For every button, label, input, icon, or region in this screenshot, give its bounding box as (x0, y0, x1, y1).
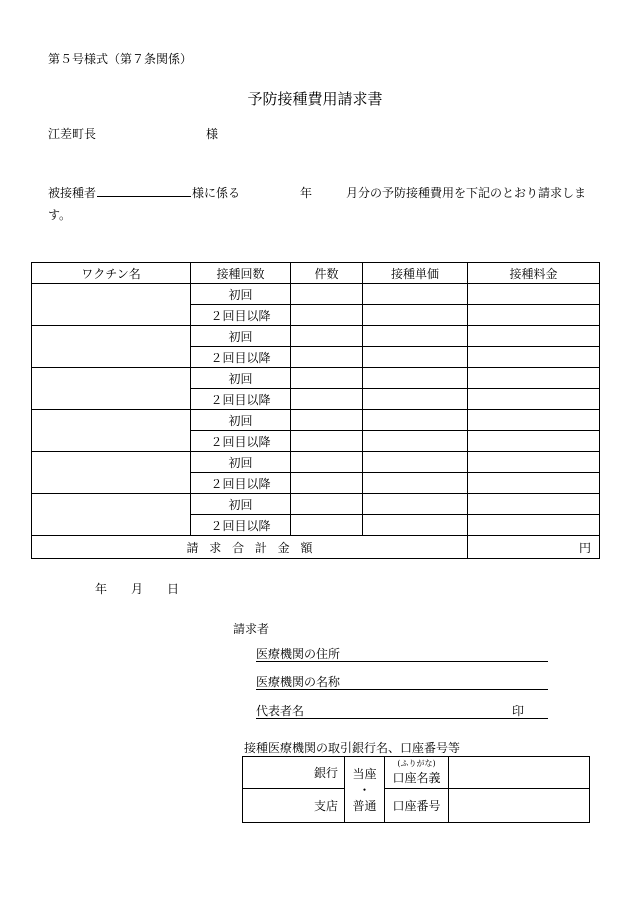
total-amount-cell[interactable]: 円 (468, 536, 600, 559)
fee-cell[interactable] (468, 473, 600, 494)
vaccine-name-cell[interactable] (32, 494, 191, 536)
count-cell[interactable] (291, 284, 363, 305)
dose-first-cell: 初回 (191, 368, 291, 389)
dose-first-cell: 初回 (191, 410, 291, 431)
vaccine-name-cell[interactable] (32, 326, 191, 368)
statement-suffix: 様に係る (192, 186, 241, 200)
count-cell[interactable] (291, 431, 363, 452)
account-name-label: 口座名義 (392, 771, 441, 785)
col-header-fee: 接種料金 (468, 263, 600, 284)
vaccinee-name-field[interactable] (97, 185, 191, 197)
branch-name-cell[interactable] (243, 789, 345, 823)
dose-second-cell: ２回目以降 (191, 305, 291, 326)
fee-cell[interactable] (468, 326, 600, 347)
fee-cell[interactable] (468, 347, 600, 368)
dose-second-cell: ２回目以降 (191, 515, 291, 536)
table-row (32, 326, 600, 347)
current-account-label: 当座 (352, 766, 377, 781)
unit-price-cell[interactable] (363, 326, 468, 347)
dose-first-cell: 初回 (191, 452, 291, 473)
account-number-label: 口座番号 (392, 799, 441, 813)
unit-price-cell[interactable] (363, 452, 468, 473)
dose-second-cell: ２回目以降 (191, 473, 291, 494)
fee-cell[interactable] (468, 305, 600, 326)
total-label: 請求合計金額 (32, 536, 468, 559)
vaccine-name-cell[interactable] (32, 410, 191, 452)
unit-price-cell[interactable] (363, 347, 468, 368)
institution-address-label: 医療機関の住所 (256, 647, 341, 661)
statement-month: 月分の予防接種費用を下記のとおり請求しま (346, 186, 587, 200)
document-title: 予防接種費用請求書 (247, 90, 383, 108)
account-name-input[interactable] (449, 757, 590, 789)
unit-price-cell[interactable] (363, 368, 468, 389)
request-statement (48, 184, 586, 201)
bank-account-table (242, 756, 590, 823)
branch-row (243, 789, 590, 823)
bank-row (243, 757, 590, 789)
count-cell[interactable] (291, 305, 363, 326)
dose-second-cell: ２回目以降 (191, 431, 291, 452)
account-name-label-cell (385, 757, 449, 789)
col-header-dose: 接種回数 (191, 263, 291, 284)
dose-first-cell: 初回 (191, 494, 291, 515)
fee-cell[interactable] (468, 368, 600, 389)
table-row (32, 284, 600, 305)
vaccination-fee-table (31, 262, 600, 559)
table-header-row (32, 263, 600, 284)
vaccinee-label: 被接種者 (48, 186, 97, 200)
addressee: 江差町長 (48, 127, 97, 141)
dose-second-cell: ２回目以降 (191, 347, 291, 368)
unit-price-cell[interactable] (363, 410, 468, 431)
seal-mark: 印 (511, 704, 524, 718)
account-number-label-cell (385, 789, 449, 823)
form-number: 第５号様式（第７条関係） (48, 52, 193, 66)
unit-price-cell[interactable] (363, 284, 468, 305)
col-header-count: 件数 (291, 263, 363, 284)
request-statement-end: す。 (48, 208, 72, 222)
fee-cell[interactable] (468, 515, 600, 536)
table-row (32, 452, 600, 473)
account-type-separator: ・ (358, 782, 371, 797)
savings-account-label: 普通 (352, 798, 377, 813)
count-cell[interactable] (291, 368, 363, 389)
requester-label: 請求者 (233, 622, 270, 636)
fee-cell[interactable] (468, 410, 600, 431)
statement-year: 年 (300, 186, 313, 200)
table-row (32, 368, 600, 389)
date-year: 年 (95, 582, 108, 596)
account-number-input[interactable] (449, 789, 590, 823)
unit-price-cell[interactable] (363, 473, 468, 494)
col-header-vaccine: ワクチン名 (32, 263, 191, 284)
bank-name-cell[interactable] (243, 757, 345, 789)
branch-label: 支店 (313, 799, 338, 813)
count-cell[interactable] (291, 347, 363, 368)
table-row (32, 410, 600, 431)
representative-field[interactable] (256, 702, 548, 719)
vaccine-name-cell[interactable] (32, 284, 191, 326)
institution-address-field[interactable] (256, 645, 548, 662)
bank-caption: 接種医療機関の取引銀行名、口座番号等 (244, 741, 461, 755)
table-row (32, 494, 600, 515)
representative-label: 代表者名 (256, 704, 305, 718)
count-cell[interactable] (291, 326, 363, 347)
institution-name-label: 医療機関の名称 (256, 675, 341, 689)
date-day: 日 (167, 582, 180, 596)
count-cell[interactable] (291, 515, 363, 536)
account-type-cell[interactable] (345, 757, 385, 823)
vaccine-name-cell[interactable] (32, 368, 191, 410)
furigana-label: (ふりがな) (397, 759, 436, 768)
fee-cell[interactable] (468, 494, 600, 515)
count-cell[interactable] (291, 473, 363, 494)
addressee-honorific: 様 (206, 127, 219, 141)
count-cell[interactable] (291, 452, 363, 473)
fee-cell[interactable] (468, 452, 600, 473)
unit-price-cell[interactable] (363, 515, 468, 536)
date-field (95, 580, 179, 597)
count-cell[interactable] (291, 389, 363, 410)
unit-price-cell[interactable] (363, 494, 468, 515)
bank-label: 銀行 (313, 766, 338, 780)
count-cell[interactable] (291, 494, 363, 515)
fee-cell[interactable] (468, 284, 600, 305)
unit-price-cell[interactable] (363, 431, 468, 452)
dose-second-cell: ２回目以降 (191, 389, 291, 410)
total-row (32, 536, 600, 559)
vaccine-name-cell[interactable] (32, 452, 191, 494)
unit-price-cell[interactable] (363, 389, 468, 410)
unit-price-cell[interactable] (363, 305, 468, 326)
count-cell[interactable] (291, 410, 363, 431)
dose-first-cell: 初回 (191, 326, 291, 347)
fee-cell[interactable] (468, 431, 600, 452)
date-month: 月 (131, 582, 144, 596)
institution-name-field[interactable] (256, 673, 548, 690)
dose-first-cell: 初回 (191, 284, 291, 305)
col-header-unit-price: 接種単価 (363, 263, 468, 284)
fee-cell[interactable] (468, 389, 600, 410)
